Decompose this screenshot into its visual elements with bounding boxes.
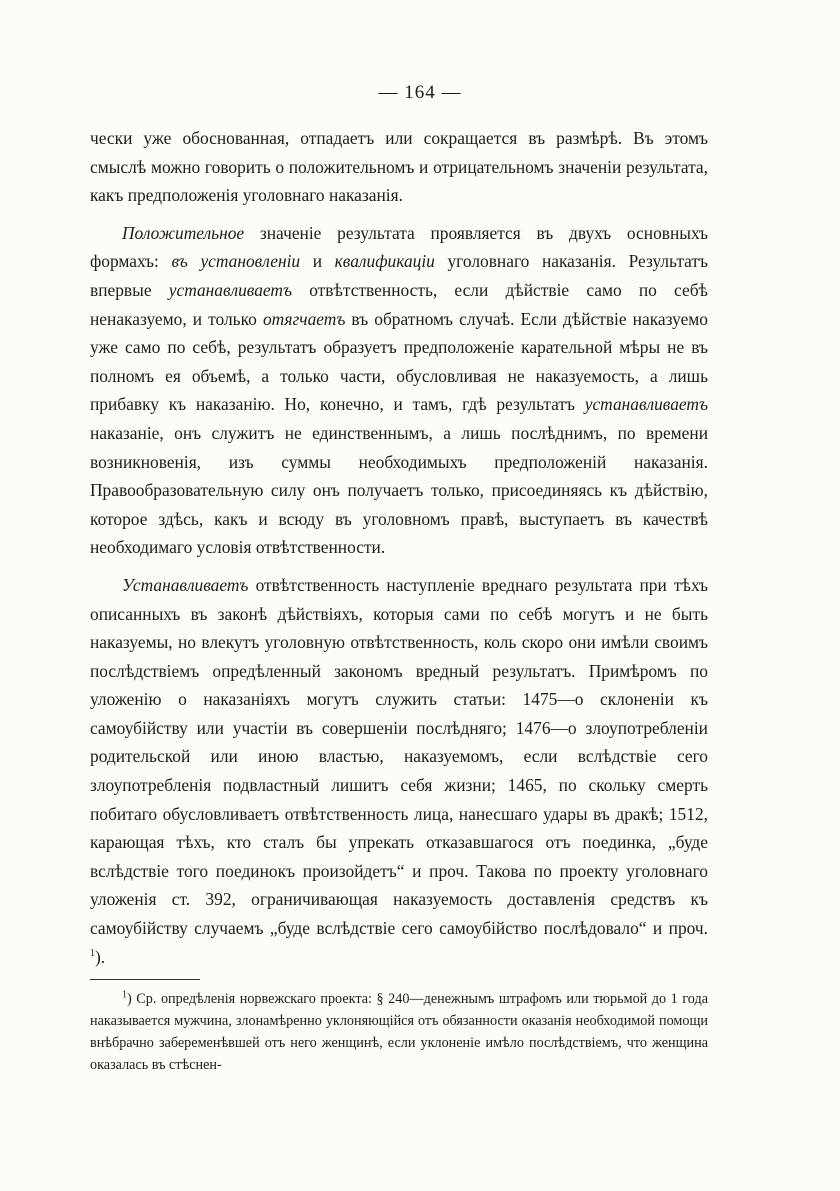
body-text: уголовнаго наказанія. Результатъ впервые: [90, 251, 708, 300]
footnote-divider: [90, 979, 200, 980]
body-text: значеніе результата проявляется въ двухъ основныхъ формахъ:: [90, 222, 708, 272]
emphasis-text: отягчаетъ: [262, 308, 346, 329]
emphasis-text: устанавливаетъ: [584, 394, 708, 415]
emphasis-text: Положительное: [122, 222, 245, 243]
emphasis-text: квалификаціи: [334, 251, 435, 272]
body-text: отвѣтственность наступленіе вреднаго результата при тѣхъ описанныхъ въ законѣ дѣйствіяхъ, которыя сами по себѣ могутъ и не быть наказуемы, но влекутъ уголовную отвѣтственность, коль скоро они имѣли своимъ послѣдствіемъ опредѣленный закономъ вредный результатъ. Примѣромъ по уложенію о наказаніяхъ могутъ служить статьи: 1475—о склоненіи къ самоубійству или участіи въ совершеніи послѣдняго; 1476—о злоупотребленіи родительской или иною властью, наказуемомъ, если вслѣдствіе сего злоупотребленія подвластный лишитъ себя жизни; 1465, по скольку смерть побитаго обусловливаетъ отвѣтственность лица, нанесшаго удары въ дракѣ; 1512, карающая тѣхъ, кто сталъ бы упрекать отказавшагося отъ поединка, „буде вслѣдствіе того поединокъ произойдетъ“ и проч. Такова по проекту уголовнаго уложенія ст. 392, ограничивающая наказуемость доставленія средствъ къ самоубійству случаемъ „буде вслѣдствіе сего самоубійство послѣдовало“ и проч.: [90, 574, 708, 939]
page-number: — 164 —: [378, 82, 462, 103]
page-body: [90, 124, 708, 971]
footnote: [90, 988, 708, 1076]
footnote-text: ) Ср. опредѣленія норвежскаго проекта: § 240—денежнымъ штрафомъ или тюрьмой до 1 года наказывается мужчина, злонамѣренно уклоняющійся отъ обязанности оказанія необходимой помощи внѣбрачно забеременѣвшей отъ него женщинѣ, если уклоненіе имѣло послѣдствіемъ, что женщина оказалась въ стѣснен-: [90, 991, 708, 1073]
emphasis-text: устанавливаетъ: [168, 279, 293, 300]
footnote-marker: 1: [122, 989, 127, 1001]
body-text: наказаніе, онъ служитъ не единственнымъ, а лишь послѣднимъ, по времени возникновенія, изъ суммы необходимыхъ предположеній наказанія. Правообразовательную силу онъ получаетъ только, присоединяясь къ дѣйствію, которое здѣсь, какъ и всюду въ уголовномъ правѣ, выступаетъ въ качествѣ необходимаго условія отвѣтственности.: [90, 422, 708, 558]
body-text: ).: [95, 946, 106, 967]
paragraph-2: [90, 219, 708, 562]
body-text: въ обратномъ случаѣ. Если дѣйствіе наказуемо уже само по себѣ, результатъ образуетъ предположеніе карательной мѣры не въ полномъ ея объемѣ, а только части, обусловливая не наказуемость, а лишь прибавку къ наказанію. Но, конечно, и тамъ, гдѣ результатъ: [90, 308, 709, 415]
body-text: отвѣтственность, если дѣйствіе само по себѣ ненаказуемо, и только: [90, 279, 708, 329]
paragraph-3: [90, 571, 708, 971]
body-text: и: [300, 251, 335, 272]
paragraph-1: чески уже обоснованная, отпадаетъ или сокращается въ размѣрѣ. Въ этомъ смыслѣ можно говорить о положительномъ и отрицательномъ значеніи результата, какъ предположенія уголовнаго наказанія.: [90, 128, 708, 206]
footnote-reference[interactable]: 1: [90, 947, 95, 959]
emphasis-text: въ установленіи: [171, 251, 301, 272]
emphasis-text: Устанавливаетъ: [122, 574, 249, 595]
